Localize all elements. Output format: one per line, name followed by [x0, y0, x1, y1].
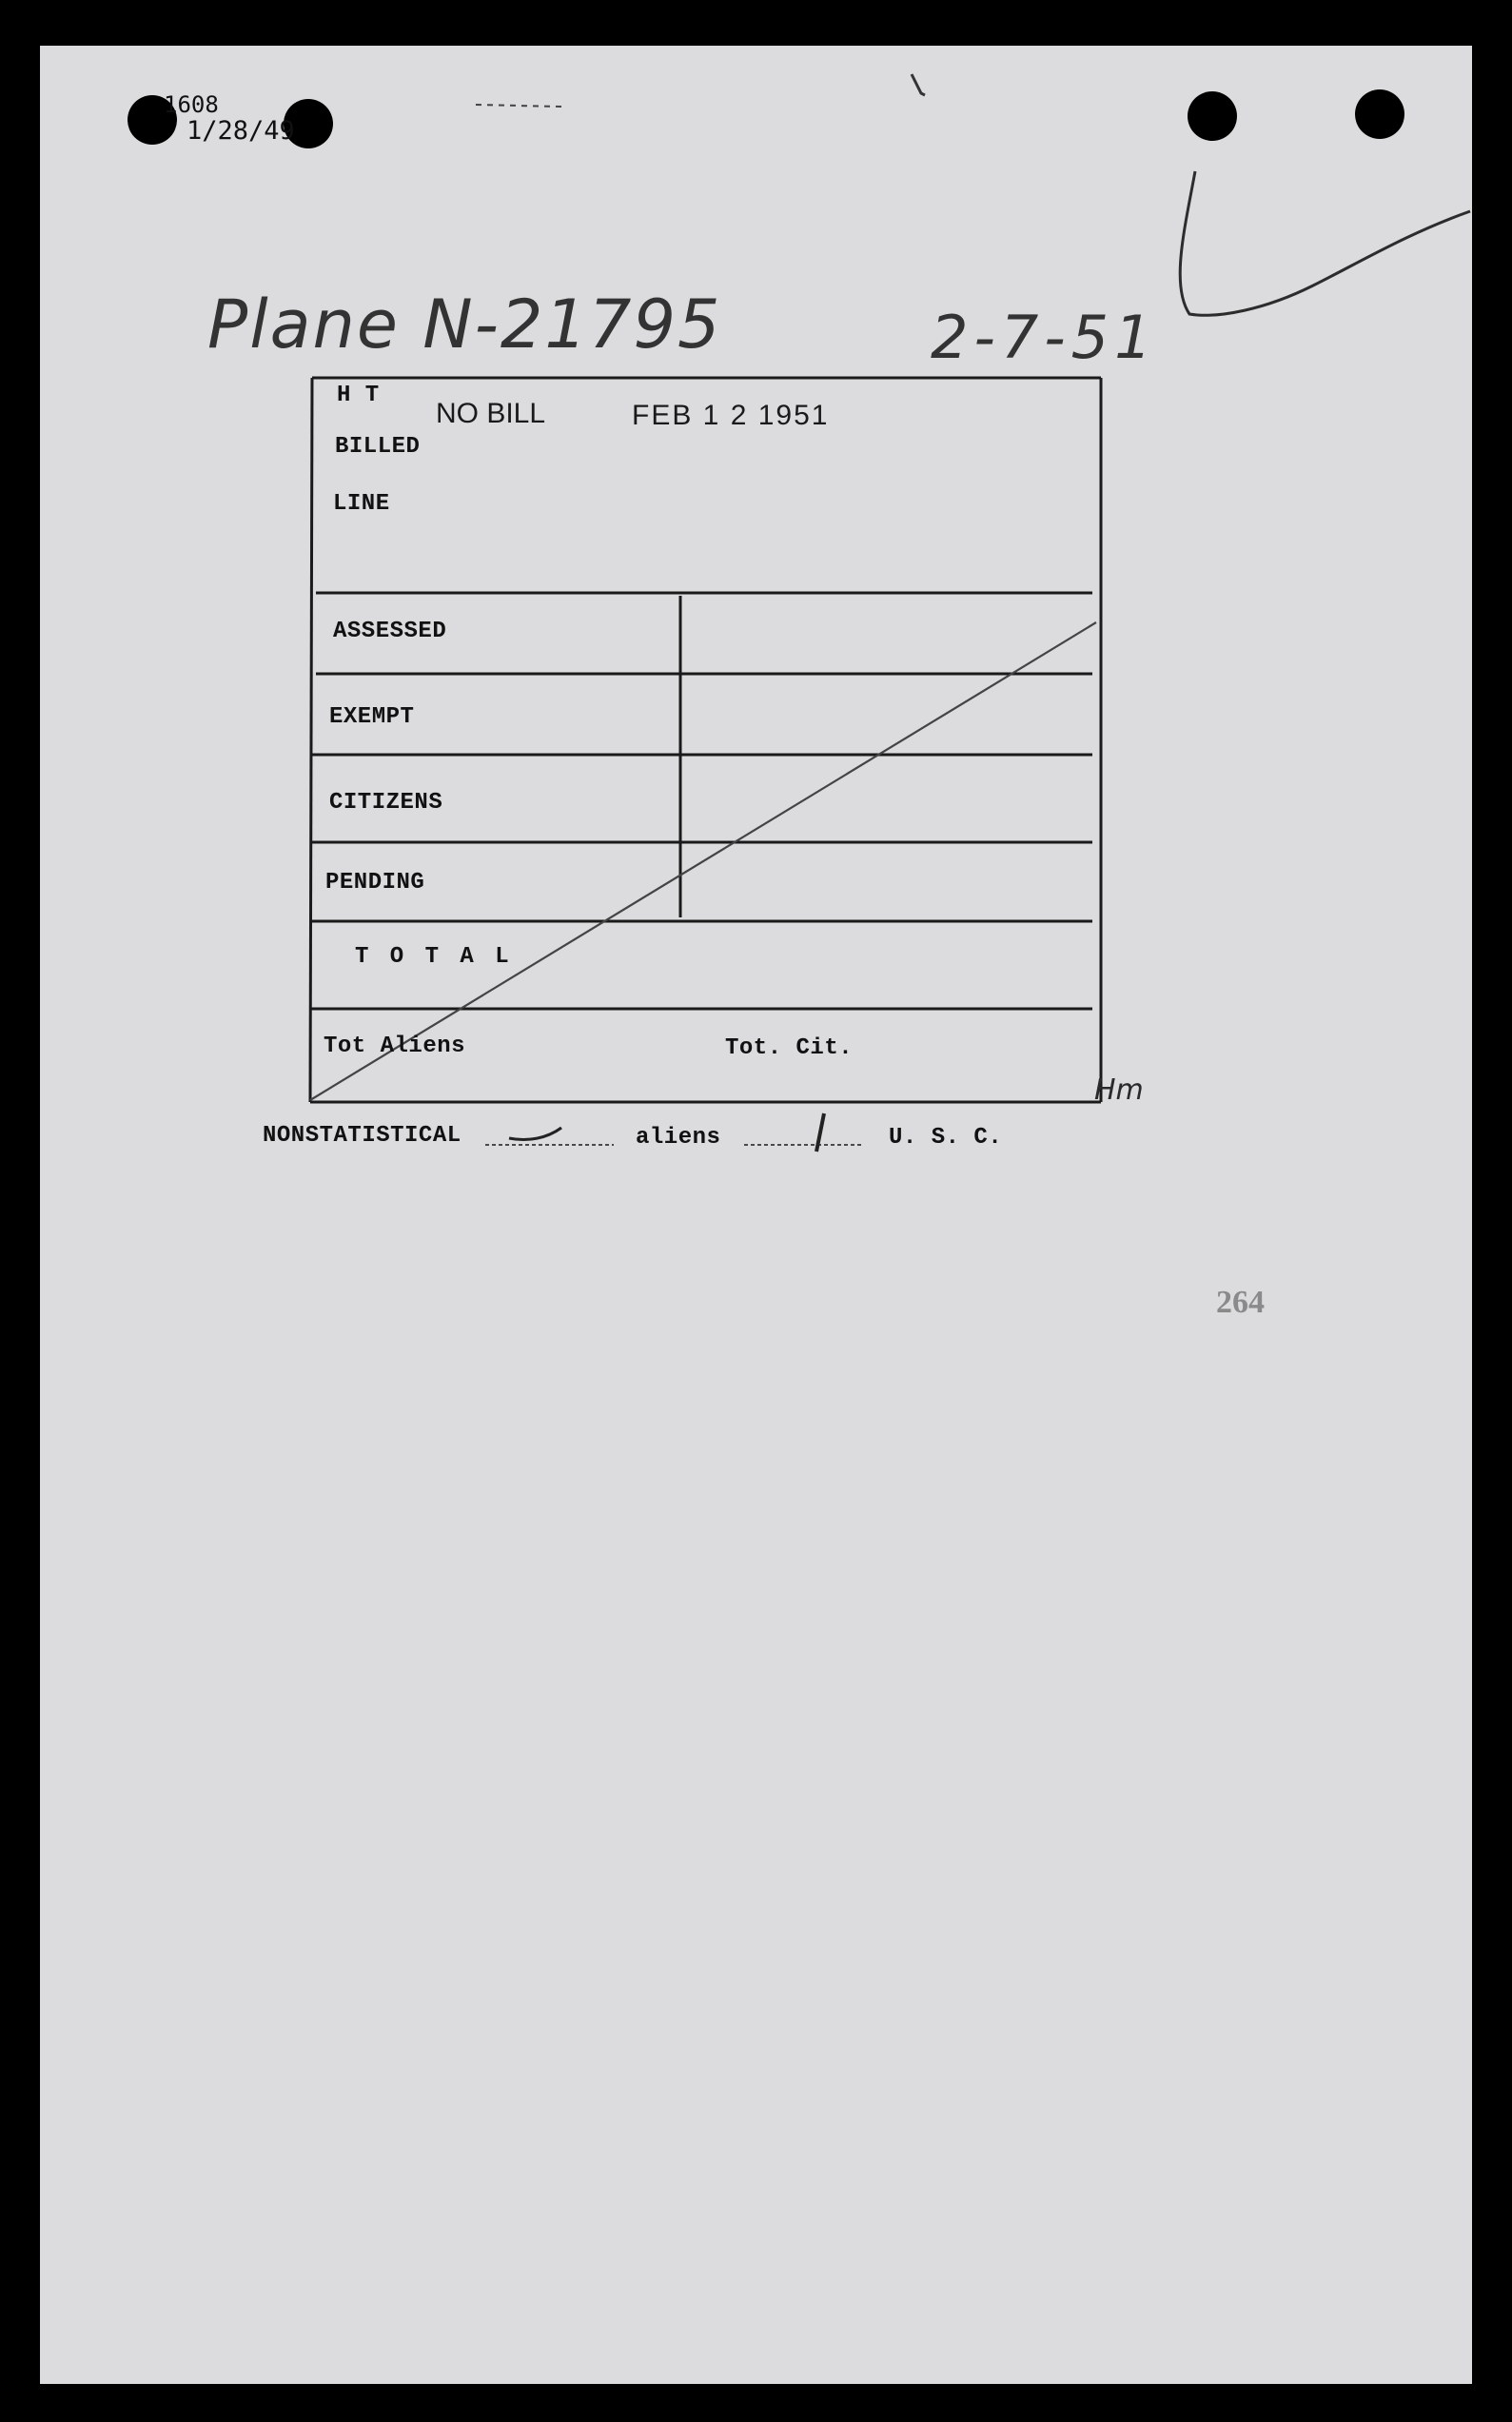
label-aliens: aliens [636, 1125, 721, 1151]
label-tot-cit: Tot. Cit. [725, 1035, 854, 1061]
label-nonstatistical: NONSTATISTICAL [263, 1123, 461, 1149]
form-date: 1/28/49 [187, 116, 295, 146]
label-assessed: ASSESSED [333, 619, 447, 644]
label-citizens: CITIZENS [329, 790, 443, 816]
date-handwritten: 2-7-51 [931, 303, 1158, 372]
label-pending: PENDING [325, 870, 425, 896]
label-billed: BILLED [335, 434, 421, 460]
label-ht: H T [337, 383, 380, 408]
label-usc: U. S. C. [889, 1125, 1003, 1151]
label-total: T O T A L [355, 944, 513, 970]
page-number: 264 [1216, 1285, 1265, 1320]
date-stamp: FEB 1 2 1951 [632, 400, 830, 431]
label-exempt: EXEMPT [329, 704, 415, 730]
initials-handwritten: Hm [1094, 1073, 1144, 1107]
plane-number-handwritten: Plane N-21795 [207, 286, 722, 364]
no-bill-stamp: NO BILL [436, 398, 546, 429]
form-number: 1608 [164, 91, 219, 118]
label-line: LINE [333, 491, 390, 517]
label-tot-aliens: Tot Aliens [324, 1034, 466, 1059]
